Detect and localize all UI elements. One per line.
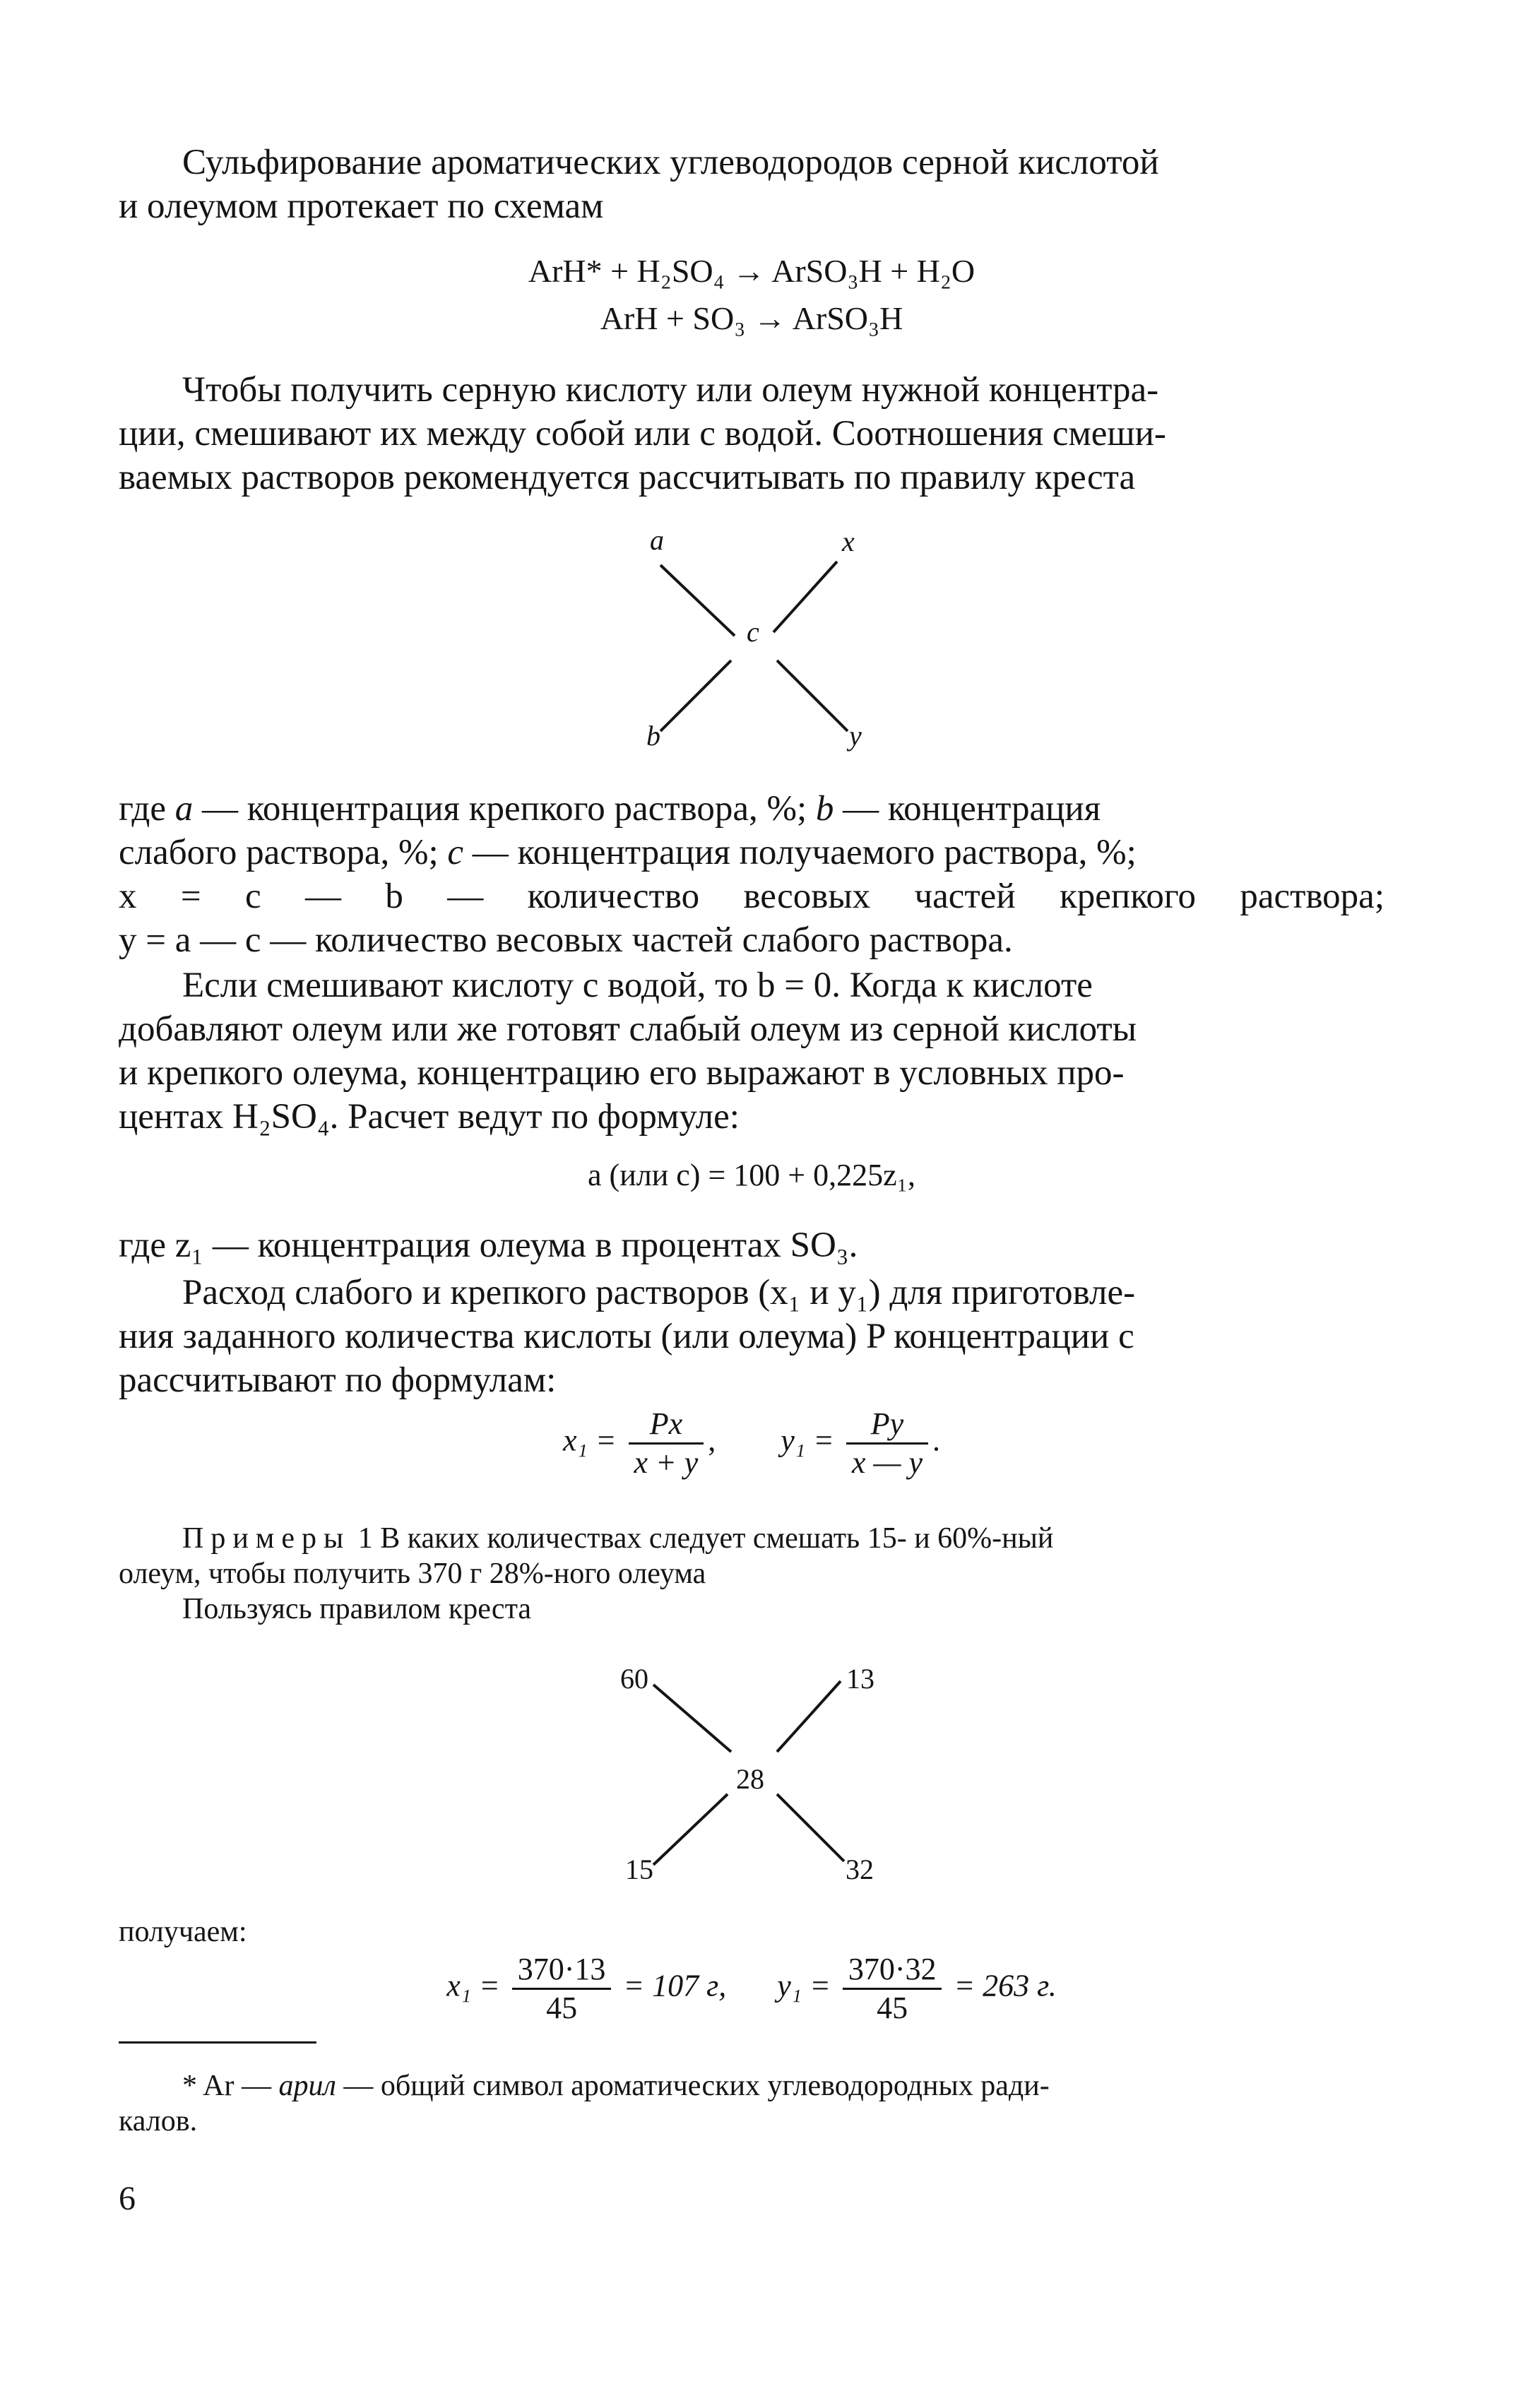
cross2-label-13: 13 xyxy=(846,1663,874,1695)
cross-rule-diagram-numbers xyxy=(607,1653,947,1914)
formula3-y-fraction: $\frac{370\cdot 32}{45}$ xyxy=(843,1951,942,2027)
cross1-label-x: x xyxy=(842,526,855,557)
page-number: 6 xyxy=(119,2180,136,2217)
definitions-line4: y = a — c — количество весовых частей слабого раствора. xyxy=(119,920,1013,960)
cross1-line-bottom-right xyxy=(777,660,848,731)
cross2-label-28: 28 xyxy=(736,1763,764,1795)
example-label: Примеры xyxy=(182,1522,351,1555)
formula3-y-lhs: y₁ = xyxy=(777,1968,831,2003)
cross2-line-top-right xyxy=(777,1681,841,1752)
cross2-label-32: 32 xyxy=(846,1854,874,1885)
paragraph-mixing-line3: ваемых растворов рекомендуется рассчитывать по правилу креста xyxy=(119,458,1136,497)
formula2-y-fraction: $\frac{Py}{x — y}$ xyxy=(846,1406,928,1481)
paragraph-mixing-line1: Чтобы получить серную кислоту или олеум нужной концентра- xyxy=(182,370,1159,410)
formula-example-result xyxy=(119,1951,1384,2027)
footnote-line2: калов. xyxy=(119,2105,198,2137)
cross1-label-b: b xyxy=(646,720,660,752)
paragraph-intro-line2: и олеумом протекает по схемам xyxy=(119,186,604,226)
cross2-line-top-left xyxy=(653,1685,731,1752)
cross2-label-15: 15 xyxy=(625,1854,653,1885)
definitions-line3: x = c — b — количество весовых частей крепкого раствора; xyxy=(119,877,1384,916)
paragraph-consumption-line2: ния заданного количества кислоты (или олеума) P концентрации c xyxy=(119,1317,1134,1356)
formula3-y-result: = 263 г. xyxy=(954,1968,1057,2003)
cross-rule-diagram-letters xyxy=(622,516,932,770)
formula-x1-y1: x₁ = $\frac{Px}{x + y}$ , y₁ = $\frac{Py}{x — y}$ . xyxy=(563,1406,940,1480)
paragraph-water-line2: добавляют олеум или же готовят слабый олеум из серной кислоты xyxy=(119,1009,1137,1049)
definitions-line1: где a — концентрация крепкого раствора, %; b — концентрация xyxy=(119,789,1101,829)
example-line3: Пользуясь правилом креста xyxy=(182,1593,532,1625)
reaction-scheme-2: ArH + SO₃ → ArSO₃H xyxy=(600,300,903,336)
example-line2: олеум, чтобы получить 370 г 28%-ного олеума xyxy=(119,1558,706,1590)
paragraph-intro-line1: Сульфирование ароматических углеводородов серной кислотой xyxy=(182,143,1159,182)
result-label: получаем: xyxy=(119,1916,247,1948)
paragraph-water-line1: Если смешивают кислоту с водой, то b = 0. Когда к кислоте xyxy=(182,966,1093,1005)
example-line1: Примеры 1 В каких количествах следует смешать 15- и 60%-ный xyxy=(182,1522,1054,1555)
formula3-x-lhs: x₁ = xyxy=(446,1968,500,2003)
cross1-label-y: y xyxy=(849,720,862,752)
cross2-line-bottom-right xyxy=(777,1794,844,1861)
cross1-line-bottom-left xyxy=(660,660,731,731)
paragraph-z1-definition: где z₁ — концентрация олеума в процентах SO₃. xyxy=(119,1226,858,1265)
reaction-scheme-1: ArH* + H₂SO₄ → ArSO₃H + H₂O xyxy=(528,253,975,289)
formula2-x-lhs: x₁ = xyxy=(563,1423,617,1458)
paragraph-consumption-line3: рассчитывают по формулам: xyxy=(119,1360,557,1400)
formula-oleum-concentration: a (или c) = 100 + 0,225z₁, xyxy=(588,1158,915,1192)
formula2-x-fraction: $\frac{Px}{x + y}$ xyxy=(629,1406,704,1481)
paragraph-water-line4: центах H₂SO₄. Расчет ведут по формуле: xyxy=(119,1097,740,1137)
cross1-label-c: c xyxy=(747,616,759,648)
formula3-x-result: = 107 г, xyxy=(623,1968,727,2003)
footnote-divider xyxy=(119,2041,316,2044)
paragraph-mixing-line2: ции, смешивают их между собой или с водой. Соотношения смеши- xyxy=(119,414,1166,453)
definitions-line2: слабого раствора, %; c — концентрация получаемого раствора, %; xyxy=(119,833,1137,872)
cross2-line-bottom-left xyxy=(653,1794,728,1865)
paragraph-consumption-line1: Расход слабого и крепкого растворов (x₁ и y₁) для приготовле- xyxy=(182,1273,1136,1312)
paragraph-water-line3: и крепкого олеума, концентрацию его выражают в условных про- xyxy=(119,1053,1125,1093)
footnote-line1: * Ar — арил — общий символ ароматических углеводородных ради- xyxy=(182,2070,1050,2102)
cross1-label-a: a xyxy=(650,524,664,556)
cross1-line-top-right xyxy=(773,562,837,632)
cross2-label-60: 60 xyxy=(620,1663,648,1695)
formula2-y-lhs: y₁ = xyxy=(781,1423,834,1458)
cross1-line-top-left xyxy=(660,565,735,636)
formula3-x-fraction: $\frac{370\cdot 13}{45}$ xyxy=(512,1951,612,2027)
